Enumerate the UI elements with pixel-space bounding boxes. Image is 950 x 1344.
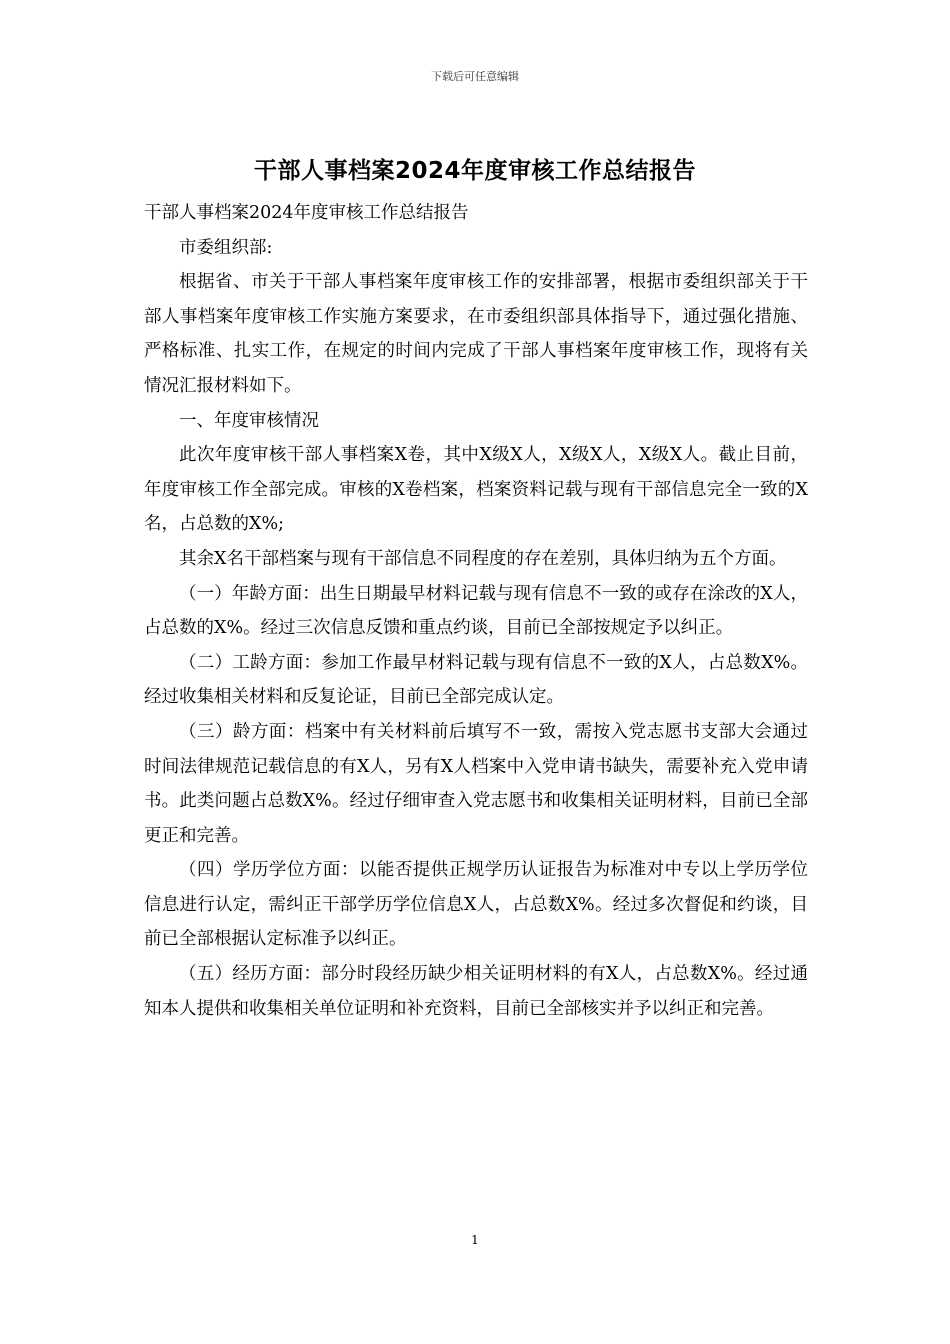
section-heading: 一、年度审核情况	[179, 410, 319, 431]
paragraph-overview: 此次年度审核干部人事档案X卷，其中X级X人，X级X人，X级X人。截止目前，年度审核工作全部完成。审核的X卷档案，档案资料记载与现有干部信息完全一致的X名，占总数的X%;	[144, 445, 808, 535]
paragraph-education: （四）学历学位方面：以能否提供正规学历认证报告为标准对中专以上学历学位信息进行认定，需纠正干部学历学位信息X人，占总数X%。经过多次督促和约谈，目前已全部根据认定标准予以纠正。	[144, 860, 808, 950]
paragraph-age: （一）年龄方面：出生日期最早材料记载与现有信息不一致的或存在涂改的X人，占总数的X%。经过三次信息反馈和重点约谈，目前已全部按规定予以纠正。	[144, 583, 808, 639]
paragraph-work-years: （二）工龄方面：参加工作最早材料记载与现有信息不一致的X人，占总数X%。经过收集相关材料和反复论证，目前已全部完成认定。	[144, 652, 808, 708]
document-subtitle: 干部人事档案2024年度审核工作总结报告	[144, 203, 469, 223]
paragraph-experience: （五）经历方面：部分时段经历缺少相关证明材料的有X人，占总数X%。经过通知本人提供和收集相关单位证明和补充资料，目前已全部核实并予以纠正和完善。	[144, 964, 808, 1019]
document-title: 干部人事档案2024年度审核工作总结报告	[253, 158, 696, 184]
paragraph-party: （三）龄方面：档案中有关材料前后填写不一致，需按入党志愿书支部大会通过时间法律规范记载信息的有X人，另有X人档案中入党申请书缺失，需要补充入党申请书。此类问题占总数X%。经过仔细审查入党志愿书和收集相关证明材料，目前已全部更正和完善。	[144, 721, 808, 846]
document-body	[144, 196, 808, 1026]
paragraph-differences: 其余X名干部档案与现有干部信息不同程度的存在差别，具体归纳为五个方面。	[179, 548, 787, 569]
page-number: 1	[471, 1233, 479, 1247]
salutation: 市委组织部:	[179, 237, 273, 258]
paragraph-intro: 根据省、市关于干部人事档案年度审核工作的安排部署，根据市委组织部关于干部人事档案年度审核工作实施方案要求，在市委组织部具体指导下，通过强化措施、严格标准、扎实工作，在规定的时间内完成了干部人事档案年度审核工作，现将有关情况汇报材料如下。	[144, 272, 808, 396]
header-note: 下载后可任意编辑	[431, 70, 519, 83]
